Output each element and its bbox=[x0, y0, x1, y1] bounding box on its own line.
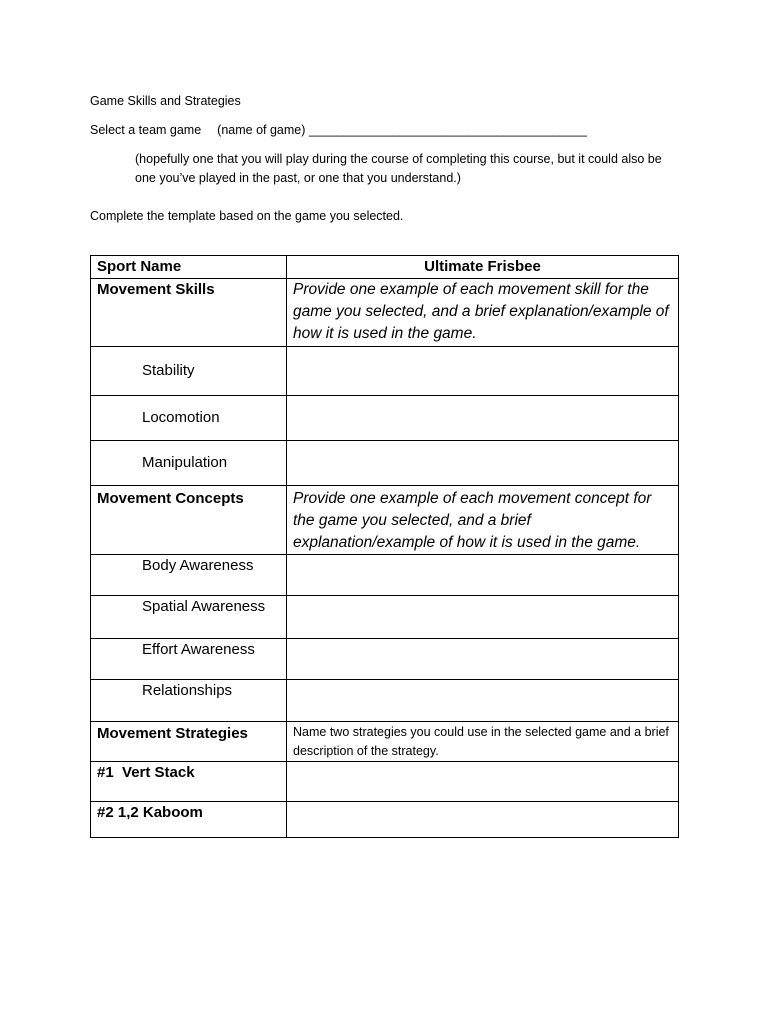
table-row bbox=[91, 596, 679, 639]
skill-locomotion-label: Locomotion bbox=[91, 396, 287, 441]
skill-locomotion-answer[interactable] bbox=[287, 396, 679, 441]
concept-body-awareness-answer[interactable] bbox=[287, 555, 679, 596]
concept-relationships-answer[interactable] bbox=[287, 680, 679, 722]
movement-strategies-instruction: Name two strategies you could use in the selected game and a brief description of the strategy. bbox=[287, 722, 679, 762]
table-row bbox=[91, 347, 679, 396]
movement-concepts-instruction: Provide one example of each movement concept for the game you selected, and a brief explanation/example of how it is used in the game. bbox=[287, 486, 679, 555]
skill-manipulation-answer[interactable] bbox=[287, 441, 679, 486]
select-game-line bbox=[90, 121, 587, 140]
strategy-1-answer[interactable] bbox=[287, 762, 679, 802]
strategy-1-label: #1 Vert Stack bbox=[91, 762, 287, 802]
strategy-2-label: #2 1,2 Kaboom bbox=[91, 802, 287, 838]
sport-name-label: Sport Name bbox=[91, 256, 287, 279]
table-row bbox=[91, 486, 679, 555]
movement-skills-instruction: Provide one example of each movement skill for the game you selected, and a brief explanation/example of how it is used in the game. bbox=[287, 279, 679, 347]
movement-strategies-label: Movement Strategies bbox=[91, 722, 287, 762]
concept-effort-awareness-label: Effort Awareness bbox=[91, 639, 287, 680]
table-row bbox=[91, 639, 679, 680]
table-row bbox=[91, 396, 679, 441]
concept-relationships-label: Relationships bbox=[91, 680, 287, 722]
skill-manipulation-label: Manipulation bbox=[91, 441, 287, 486]
skill-stability-answer[interactable] bbox=[287, 347, 679, 396]
table-row bbox=[91, 802, 679, 838]
page-title: Game Skills and Strategies bbox=[90, 94, 241, 108]
skill-stability-label: Stability bbox=[91, 347, 287, 396]
instructions-text: Complete the template based on the game you selected. bbox=[90, 209, 404, 223]
table-row bbox=[91, 256, 679, 279]
movement-concepts-label: Movement Concepts bbox=[91, 486, 287, 555]
strategy-2-answer[interactable] bbox=[287, 802, 679, 838]
concept-effort-awareness-answer[interactable] bbox=[287, 639, 679, 680]
selection-note: (hopefully one that you will play during the course of completing this course, but it could also be one you’ve played in the past, or one that you understand.) bbox=[135, 152, 662, 185]
table-row bbox=[91, 555, 679, 596]
game-name-blank: (name of game) ________________________________________ bbox=[217, 123, 587, 137]
table-row bbox=[91, 762, 679, 802]
table-row bbox=[91, 441, 679, 486]
template-table bbox=[90, 255, 679, 838]
select-game-label: Select a team game bbox=[90, 123, 202, 137]
concept-body-awareness-label: Body Awareness bbox=[91, 555, 287, 596]
concept-spatial-awareness-label: Spatial Awareness bbox=[91, 596, 287, 639]
sport-name-value: Ultimate Frisbee bbox=[287, 256, 679, 279]
table-row bbox=[91, 680, 679, 722]
table-row bbox=[91, 722, 679, 762]
movement-skills-label: Movement Skills bbox=[91, 279, 287, 347]
table-row bbox=[91, 279, 679, 347]
concept-spatial-awareness-answer[interactable] bbox=[287, 596, 679, 639]
